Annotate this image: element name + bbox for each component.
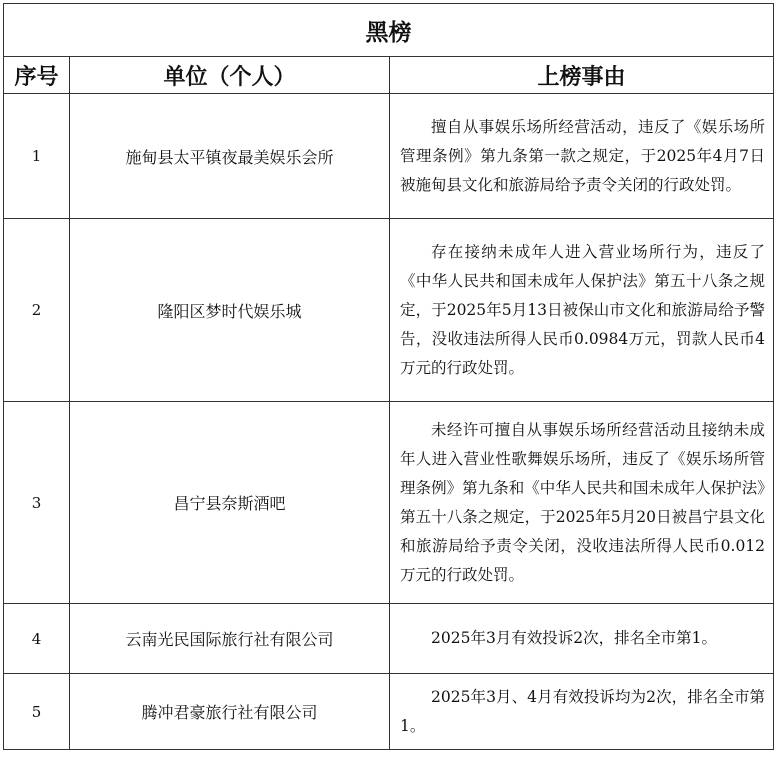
row-index: 5 [4,674,70,750]
row-unit: 隆阳区梦时代娱乐城 [70,219,390,402]
header-row [4,57,774,94]
title-row [4,4,774,57]
header-unit: 单位（个人） [70,57,390,94]
row-unit: 施甸县太平镇夜最美娱乐会所 [70,94,390,219]
row-unit: 云南光民国际旅行社有限公司 [70,604,390,674]
row-index: 1 [4,94,70,219]
row-index: 3 [4,402,70,604]
row-index: 4 [4,604,70,674]
blacklist-table [3,3,774,750]
table-row [4,219,774,402]
row-reason: 未经许可擅自从事娱乐场所经营活动且接纳未成年人进入营业性歌舞娱乐场所，违反了《娱乐场所管理条例》第九条和《中华人民共和国未成年人保护法》第五十八条之规定，于2025年5月20日被昌宁县文化和旅游局给予责令关闭，没收违法所得人民币0.012万元的行政处罚。 [390,402,774,604]
table-title: 黑榜 [4,4,774,57]
header-reason: 上榜事由 [390,57,774,94]
table-row [4,604,774,674]
row-unit: 腾冲君豪旅行社有限公司 [70,674,390,750]
row-reason: 存在接纳未成年人进入营业场所行为，违反了《中华人民共和国未成年人保护法》第五十八条之规定，于2025年5月13日被保山市文化和旅游局给予警告，没收违法所得人民币0.0984万元，罚款人民币4万元的行政处罚。 [390,219,774,402]
row-reason: 2025年3月有效投诉2次，排名全市第1。 [390,604,774,674]
row-reason: 擅自从事娱乐场所经营活动，违反了《娱乐场所管理条例》第九条第一款之规定，于2025年4月7日被施甸县文化和旅游局给予责令关闭的行政处罚。 [390,94,774,219]
table-row [4,674,774,750]
table-row [4,94,774,219]
row-unit: 昌宁县奈斯酒吧 [70,402,390,604]
table-row [4,402,774,604]
header-index: 序号 [4,57,70,94]
row-reason: 2025年3月、4月有效投诉均为2次，排名全市第1。 [390,674,774,750]
row-index: 2 [4,219,70,402]
